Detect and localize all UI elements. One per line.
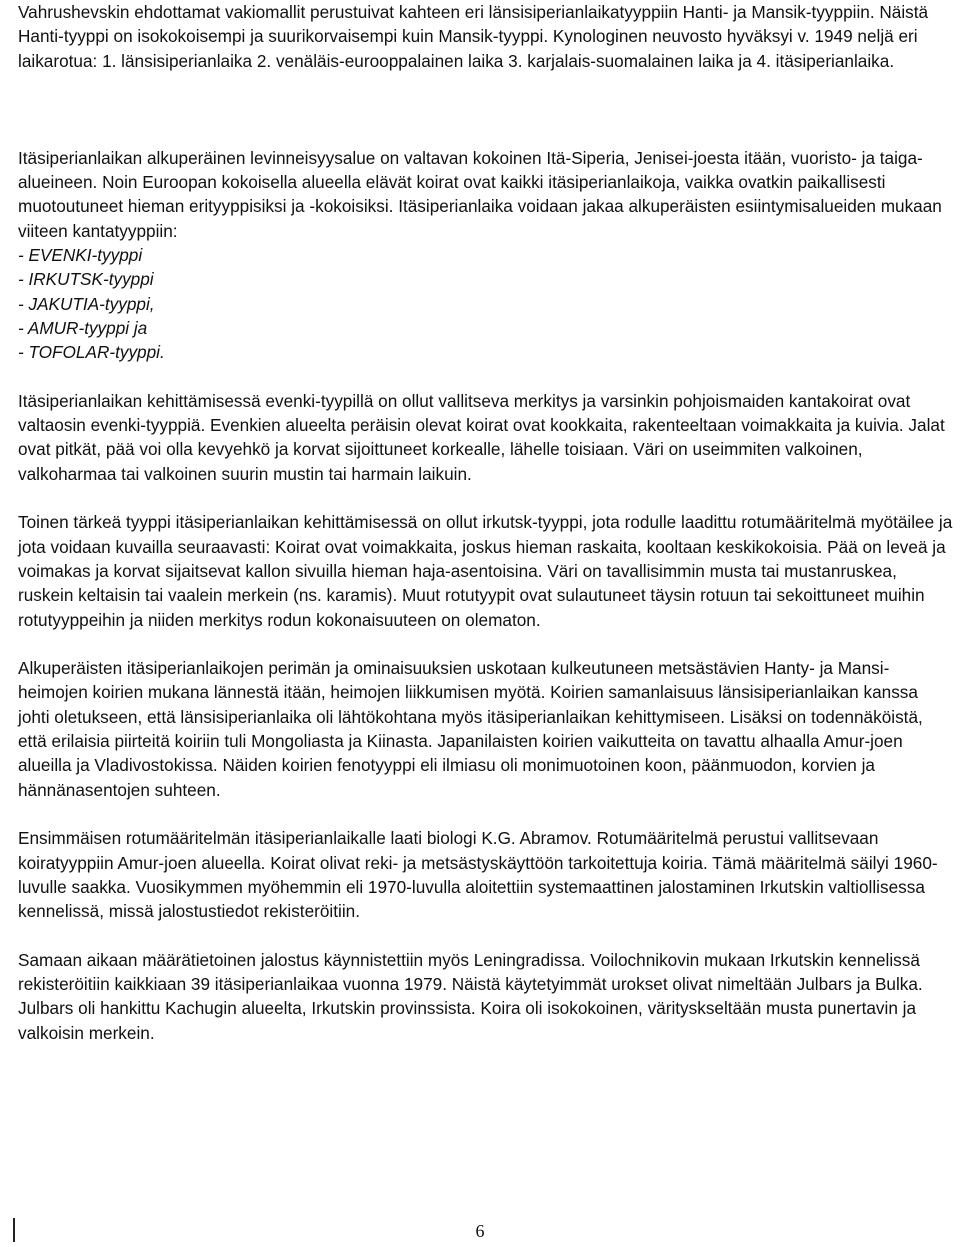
paragraph-origins: Alkuperäisten itäsiperianlaikojen perimän ja ominaisuuksien uskotaan kulkeutuneen metsästävien Hanty- ja Mansi-heimojen koirien mukana lännestä itään, heimojen liikkumisen myötä. Koirien samanlaisuus länsisiperianlaikan kanssa johti oletukseen, että länsisiperianlaika oli lähtökohtana myös itäsiperianlaikan kehittymiseen. Lisäksi on todennäköistä, että erilaisia piirteitä koiriin tuli Mongoliasta ja Kiinasta. Japanilaisten koirien vaikutteita on tavattu alhaalla Amur-joen alueilla ja Vladivostokissa. Näiden koirien fenotyyppi eli ilmiasu oli monimuotoinen koon, päänmuodon, korvien ja hännänasentojen suhteen. [18, 658, 923, 800]
dog-type-list [18, 243, 953, 364]
page-number: 6 [475, 1221, 485, 1241]
list-item-jakutia: - JAKUTIA-tyyppi, [18, 293, 155, 314]
list-item-tofolar: - TOFOLAR-tyyppi. [18, 342, 165, 363]
paragraph-evenki: Itäsiperianlaikan kehittämisessä evenki-tyypillä on ollut vallitseva merkitys ja varsinkin pohjoismaiden kantakoirat ovat valtaosin evenki-tyyppiä. Evenkien alueelta peräisin olevat koirat ovat kookkaita, rakenteeltaan voimakkaita ja kuivia. Jalat ovat pitkät, pää voi olla kevyehkö ja korvat sijoittuneet korkealle, lähelle toisiaan. Väri on useimmiten valkoinen, valkoharmaa tai valkoinen suurin mustin tai harmain laikuin. [18, 390, 945, 484]
list-item-evenki: - EVENKI-tyyppi [18, 245, 143, 266]
paragraph-irkutsk: Toinen tärkeä tyyppi itäsiperianlaikan kehittämisessä on ollut irkutsk-tyyppi, jota rodulle laadittu rotumääritelmä myötäilee ja jota voidaan kuvailla seuraavasti: Koirat ovat voimakkaita, joskus hieman raskaita, kooltaan keskikokoisia. Pää on leveä ja voimakas ja korvat sijaitsevat kallon sivuilla hieman haja-asentoisina. Väri on tavallisimmin musta tai mustanruskea, ruskein keltaisin tai vaalein merkein (ns. karamis). Muut rotutyypit ovat sulautuneet täysin rotuun tai sekoittuneet muihin rotutyyppeihin ja niiden merkitys rodun kokonaisuuteen on olematon. [18, 512, 953, 630]
paragraph-leningrad: Samaan aikaan määrätietoinen jalostus käynnistettiin myös Leningradissa. Voilochnikovin mukaan Irkutskin kennelissä rekisteröitiin kaikkiaan 39 itäsiperianlaikaa vuonna 1979. Näistä käytetyimmät urokset olivat nimeltään Julbars ja Bulka. Julbars oli hankittu Kachugin alueelta, Irkutskin provinssista. Koira oli isokokoinen, värityskseltään musta punertavin ja valkoisin merkein. [18, 949, 923, 1043]
paragraph-intro: Vahrushevskin ehdottamat vakiomallit perustuivat kahteen eri länsisiperianlaikatyyppiin Hanti- ja Mansik-tyyppiin. Näistä Hanti-tyyppi on isokokoisempi ja suurikorvaisempi kuin Mansik-tyyppi. Kynologinen neuvosto hyväksyi v. 1949 neljä eri laikarotua: 1. länsisiperianlaika 2. venäläis-eurooppalainen laika 3. karjalais-suomalainen laika ja 4. itäsiperianlaika. [18, 2, 929, 71]
list-item-irkutsk: - IRKUTSK-tyyppi [18, 269, 154, 290]
paragraph-abramov: Ensimmäisen rotumääritelmän itäsiperianlaikalle laati biologi K.G. Abramov. Rotumääritelmä perustui vallitsevaan koiratyyppiin Amur-joen alueella. Koirat olivat reki- ja metsästyskäyttöön tarkoitettuja koiria. Tämä määritelmä säilyi 1960-luvulle saakka. Vuosikymmen myöhemmin eli 1970-luvulla aloitettiin systemaattinen jalostaminen Irkutskin valtiollisessa kennelissä, missä jalostustiedot rekisteröitiin. [18, 828, 938, 922]
paragraph-distribution: Itäsiperianlaikan alkuperäinen levinneisyysalue on valtavan kokoinen Itä-Siperia, Jenisei-joesta itään, vuoristo- ja taiga-alueineen. Noin Euroopan kokoisella alueella elävät koirat ovat kaikki itäsiperianlaikoja, vaikka ovatkin paikallisesti muotoutuneet hieman erityyppisiksi ja -kokoisiksi. Itäsiperianlaika voidaan jakaa alkuperäisten esiintymisalueiden mukaan viiteen kantatyyppiin: [18, 147, 942, 241]
document-page [18, 0, 953, 1045]
list-item-amur: - AMUR-tyyppi ja [18, 317, 148, 338]
